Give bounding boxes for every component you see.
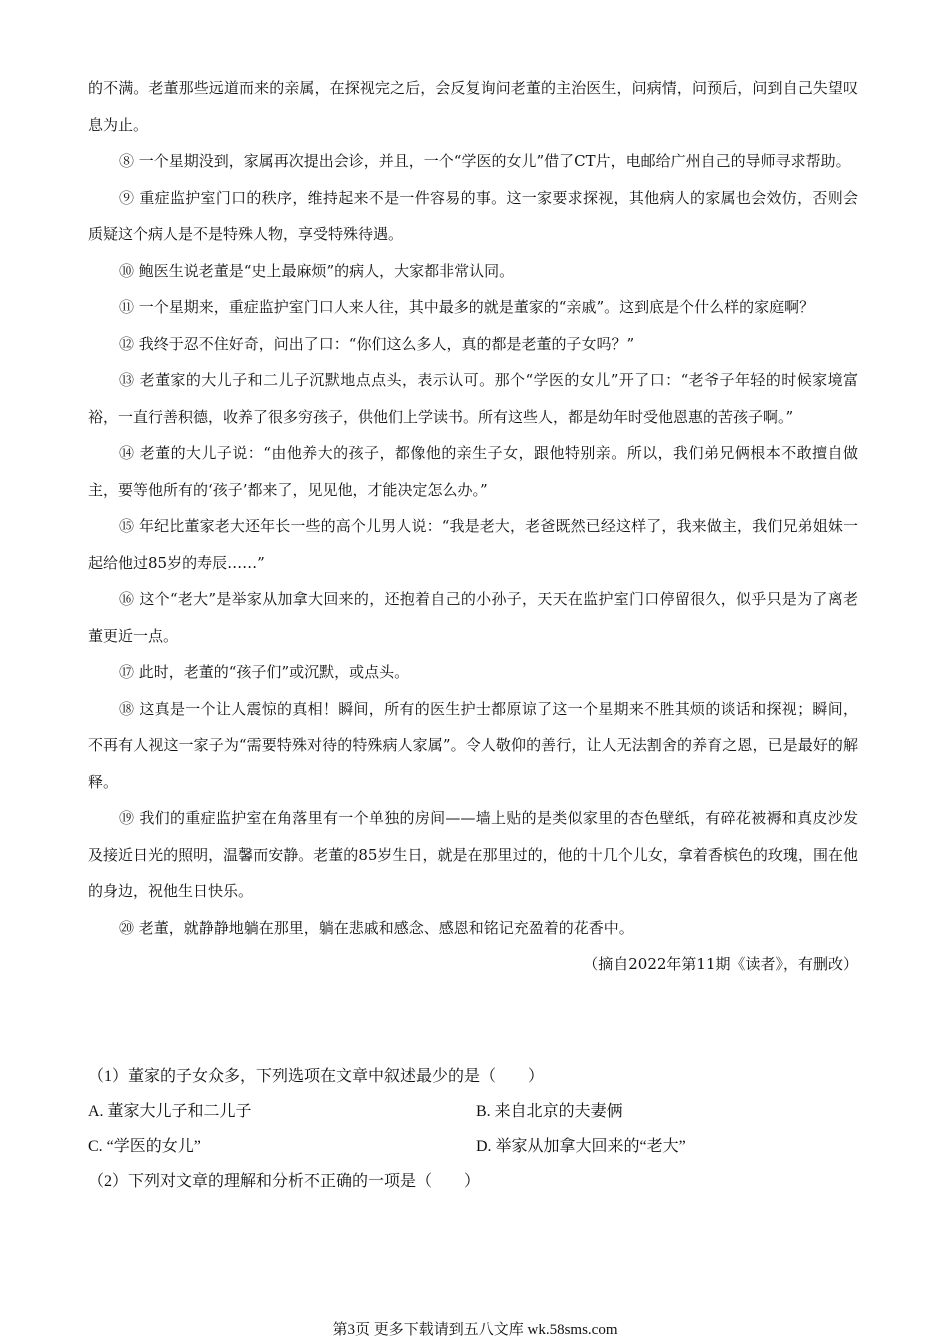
paragraph-13: ⑬ 老董家的大儿子和二儿子沉默地点点头，表示认可。那个“学医的女儿”开了口：“老爷子年轻的时候家境富裕，一直行善积德，收养了很多穷孩子，供他们上学读书。所有这些人，都是幼年时受他恩惠的苦孩子啊。”	[88, 371, 858, 426]
paragraph-17: ⑰ 此时，老董的“孩子们”或沉默，或点头。	[119, 663, 410, 681]
paragraph-9: ⑨ 重症监护室门口的秩序，维持起来不是一件容易的事。这一家要求探视，其他病人的家属也会效仿，否则会质疑这个病人是不是特殊人物，享受特殊待遇。	[88, 188, 858, 243]
option-b: B. 来自北京的夫妻俩	[476, 1103, 623, 1120]
option-c: C. “学医的女儿”	[88, 1138, 201, 1155]
article-source: （摘自2022年第11期《读者》，有删改）	[583, 955, 858, 973]
paragraph-16: ⑯ 这个“老大”是举家从加拿大回来的，还抱着自己的小孙子，天天在监护室门口停留很久，似乎只是为了离老董更近一点。	[88, 590, 858, 645]
question-2-stem: （2）下列对文章的理解和分析不正确的一项是（ ）	[88, 1173, 481, 1190]
paragraph-10: ⑩ 鲍医生说老董是“史上最麻烦”的病人，大家都非常认同。	[119, 261, 515, 280]
option-a: A. 董家大儿子和二儿子	[88, 1103, 252, 1120]
paragraph-15: ⑮ 年纪比董家老大还年长一些的高个儿男人说：“我是老大，老爸既然已经这样了，我来做主，我们兄弟姐妹一起给他过85岁的寿辰……”	[88, 517, 858, 572]
paragraph-18: ⑱ 这真是一个让人震惊的真相！瞬间，所有的医生护士都原谅了这一个星期来不胜其烦的谈话和探视；瞬间，不再有人视这一家子为“需要特殊对待的特殊病人家属”。令人敬仰的善行，让人无法割舍的养育之恩，已是最好的解释。	[88, 699, 858, 791]
option-d: D. 举家从加拿大回来的“老大”	[476, 1138, 686, 1155]
question-section	[88, 1059, 868, 1199]
paragraph-14: ⑭ 老董的大儿子说：“由他养大的孩子，都像他的亲生子女，跟他特别亲。所以，我们弟兄俩根本不敢擅自做主，要等他所有的‘孩子’都来了，见见他，才能决定怎么办。”	[88, 444, 858, 499]
paragraph-20: ⑳ 老董，就静静地躺在那里，躺在悲戚和感念、感恩和铭记充盈着的花香中。	[119, 918, 634, 937]
paragraph-11: ⑪ 一个星期来，重症监护室门口人来人往，其中最多的就是董家的“亲戚”。这到底是个什么样的家庭啊？	[119, 298, 815, 316]
paragraph-8: ⑧ 一个星期没到，家属再次提出会诊，并且，一个“学医的女儿”借了CT片，电邮给广州自己的导师寻求帮助。	[119, 152, 851, 170]
paragraph-12: ⑫ 我终于忍不住好奇，问出了口：“你们这么多人，真的都是老董的子女吗？”	[119, 334, 635, 353]
question-1-stem: （1）董家的子女众多，下列选项在文章中叙述最少的是（ ）	[88, 1068, 545, 1085]
article-body	[88, 70, 858, 982]
question-1-options	[88, 1094, 868, 1164]
paragraph-7-end: 的不满。老董那些远道而来的亲属，在探视完之后，会反复询问老董的主治医生，问病情，问预后，问到自己失望叹息为止。	[88, 79, 858, 134]
paragraph-19: ⑲ 我们的重症监护室在角落里有一个单独的房间——墙上贴的是类似家里的杏色壁纸，有碎花被褥和真皮沙发及接近日光的照明，温馨而安静。老董的85岁生日，就是在那里过的，他的十几个儿女，拿着香槟色的玫瑰，围在他的身边，祝他生日快乐。	[88, 809, 858, 900]
page-footer: 第3页 更多下载请到五八文库 wk.58sms.com	[332, 1322, 618, 1338]
